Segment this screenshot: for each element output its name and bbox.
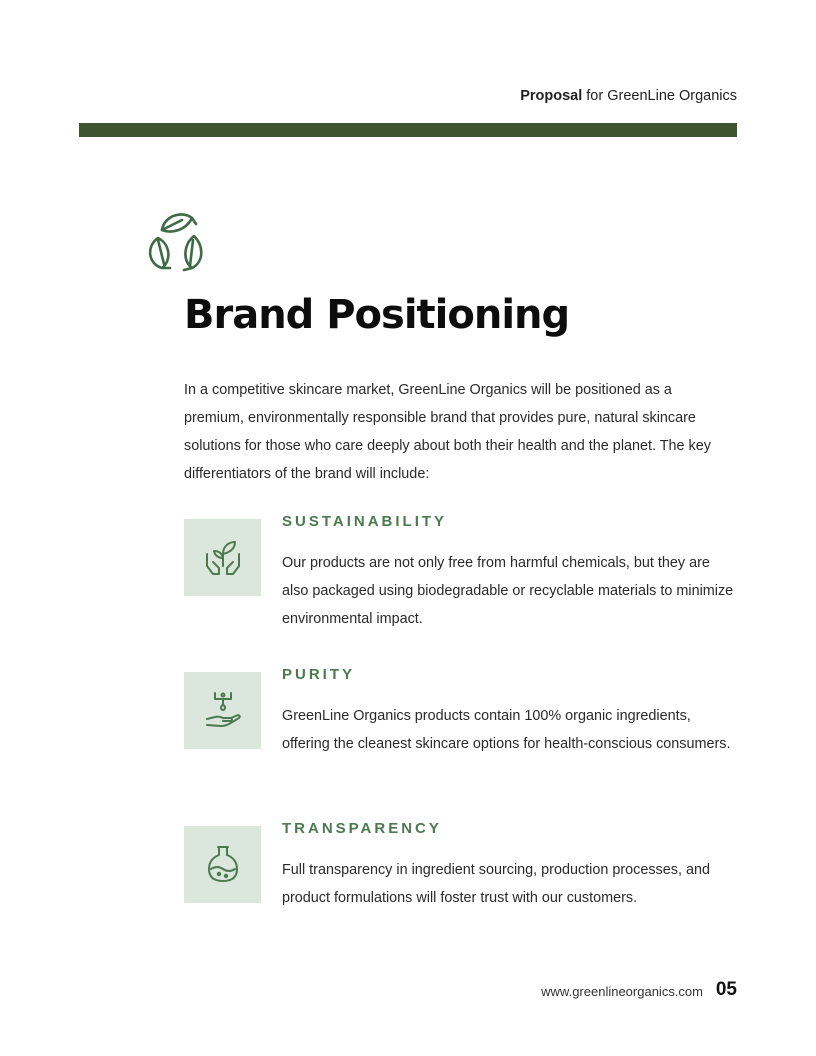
header-rest-label: for GreenLine Organics <box>582 88 737 104</box>
flask-icon <box>201 843 245 887</box>
feature-icon-tile <box>184 826 261 903</box>
intro-paragraph: In a competitive skincare market, GreenLine Organics will be positioned as a premium, environmentally responsible brand that provides pure, natural skincare solutions for those who care deeply about both their health and the planet. The key differentiators of the brand will include: <box>184 382 711 482</box>
feature-icon-tile <box>184 519 261 596</box>
feature-description: Our products are not only free from harmful chemicals, but they are also packaged using biodegradable or recyclable materials to minimize environmental impact. <box>282 555 734 627</box>
feature-icon-tile <box>184 672 261 749</box>
header-divider-bar <box>79 123 737 137</box>
footer-url-link[interactable]: www.greenlineorganics.com <box>541 984 703 999</box>
hands-plant-icon <box>201 536 245 580</box>
header-bold-label: Proposal <box>520 88 583 104</box>
feature-heading: PURITY <box>282 666 356 683</box>
feature-heading: SUSTAINABILITY <box>282 513 448 530</box>
feature-description: Full transparency in ingredient sourcing, production processes, and product formulations will foster trust with our customers. <box>282 862 710 906</box>
feature-description: GreenLine Organics products contain 100% organic ingredients, offering the cleanest skincare options for health-conscious consumers. <box>282 708 731 752</box>
page-header-label <box>520 88 737 104</box>
leaves-recycle-icon <box>142 208 210 272</box>
dropper-hand-icon <box>201 689 245 733</box>
feature-heading: TRANSPARENCY <box>282 820 442 837</box>
page-title: Brand Positioning <box>184 292 570 338</box>
page-number: 05 <box>715 979 737 1000</box>
